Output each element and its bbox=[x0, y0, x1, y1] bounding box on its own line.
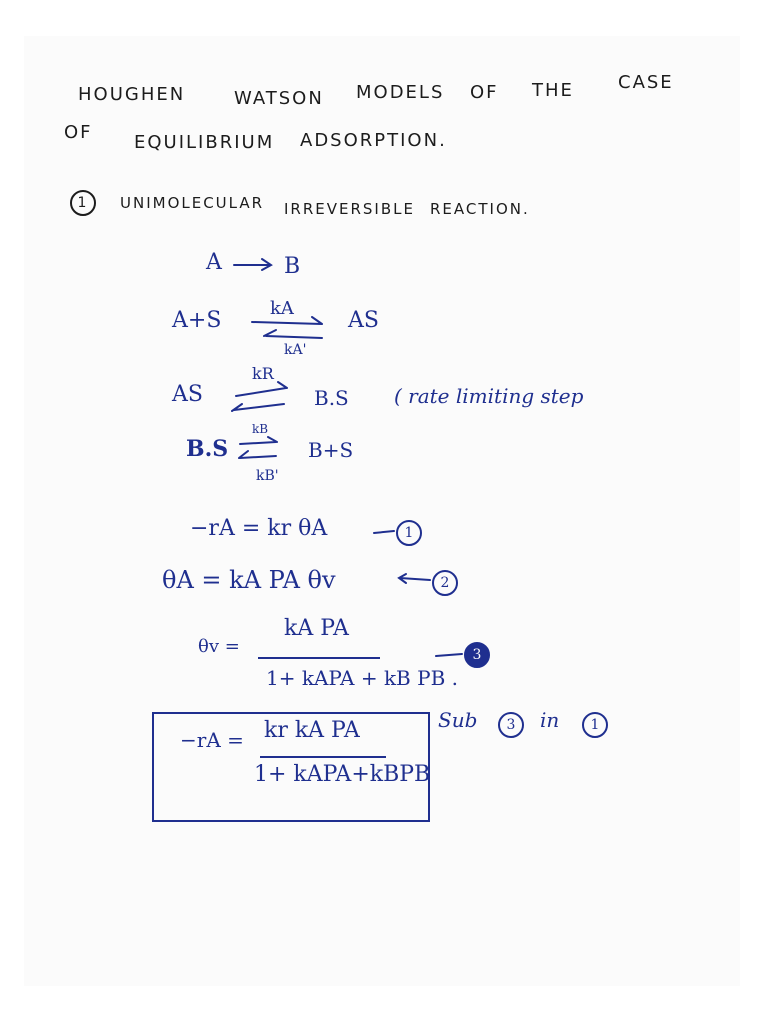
reaction-overall bbox=[206, 250, 301, 279]
note-tag: 3 bbox=[498, 712, 524, 738]
product: AS bbox=[348, 308, 379, 333]
fraction-denominator: 1+ kAPA+kBPB bbox=[254, 762, 431, 787]
heading-word: WATSON bbox=[234, 88, 324, 109]
heading-word: CASE bbox=[618, 72, 674, 93]
equation-lhs: θv = bbox=[198, 636, 240, 657]
fraction-denominator: 1+ kAPA + kB PB . bbox=[266, 666, 458, 690]
reactant: AS bbox=[172, 382, 203, 407]
heading-word: HOUGHEN bbox=[78, 84, 186, 105]
fraction-bar bbox=[260, 756, 386, 758]
equation-tag: 3 bbox=[464, 642, 490, 668]
section-number: 1 bbox=[70, 190, 96, 216]
section-word: UNIMOLECULAR bbox=[120, 194, 265, 212]
rate-constant-forward: kA bbox=[270, 298, 294, 319]
reaction-surface bbox=[172, 364, 584, 410]
reactant: A+S bbox=[172, 308, 222, 333]
heading-word: THE bbox=[532, 80, 574, 101]
rate-constant-forward: kR bbox=[252, 364, 274, 383]
product: B+S bbox=[308, 438, 354, 462]
equation-tag: 2 bbox=[432, 570, 458, 596]
fraction-bar bbox=[258, 657, 380, 659]
reactant: B.S bbox=[186, 436, 229, 462]
rate-limiting-note: ( rate limiting step bbox=[394, 384, 584, 408]
reactant: A bbox=[206, 250, 222, 275]
final-result-box bbox=[152, 712, 430, 822]
reaction-adsorption bbox=[172, 298, 379, 358]
section-word: IRREVERSIBLE bbox=[284, 200, 415, 218]
equation-2 bbox=[162, 566, 450, 594]
equation-text: −rA = kr θA bbox=[190, 516, 328, 541]
heading-word: ADSORPTION. bbox=[300, 130, 447, 151]
fraction-numerator: kA PA bbox=[284, 616, 349, 641]
note-tag: 1 bbox=[582, 712, 608, 738]
rate-constant-reverse: kA' bbox=[284, 342, 307, 358]
rate-constant-reverse: kB' bbox=[256, 468, 279, 484]
equation-text: θA = kA PA θv bbox=[162, 566, 336, 594]
note-word: Sub bbox=[438, 708, 478, 732]
heading-word: EQUILIBRIUM bbox=[134, 132, 275, 153]
equation-3 bbox=[198, 616, 498, 696]
heading-word: OF bbox=[64, 122, 93, 143]
substitution-note bbox=[438, 708, 600, 733]
product: B bbox=[284, 254, 301, 279]
heading-word: OF bbox=[470, 82, 499, 103]
equation-tag: 1 bbox=[396, 520, 422, 546]
reaction-desorption bbox=[186, 422, 354, 484]
rate-constant-forward: kB bbox=[252, 422, 269, 436]
equation-lhs: −rA = bbox=[180, 728, 244, 752]
product: B.S bbox=[314, 386, 349, 410]
heading-word: MODELS bbox=[356, 82, 445, 103]
note-word: in bbox=[540, 708, 560, 732]
paper-sheet bbox=[24, 36, 740, 986]
fraction-numerator: kr kA PA bbox=[264, 718, 360, 743]
equation-1 bbox=[190, 516, 414, 541]
section-word: REACTION. bbox=[430, 200, 530, 218]
